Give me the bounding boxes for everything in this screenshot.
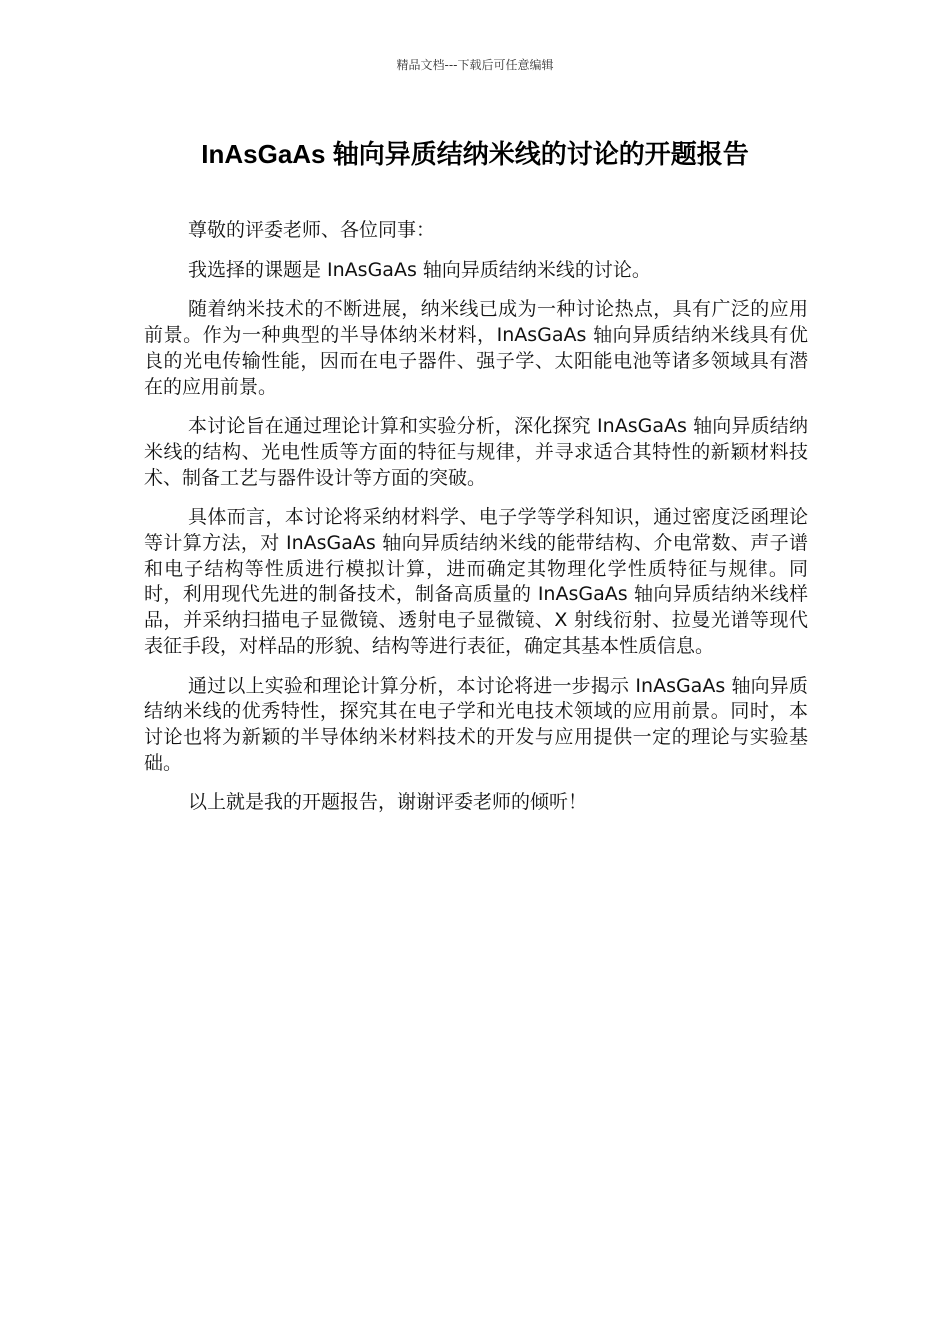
paragraph-background: 随着纳米技术的不断进展，纳米线已成为一种讨论热点，具有广泛的应用前景。作为一种典型的半导体纳米材料，InAsGaAs 轴向异质结纳米线具有优良的光电传输性能，因而在电子器件、强子学、太阳能电池等诸多领域具有潜在的应用前景。 xyxy=(144,298,808,398)
page-header: 精品文档---下载后可任意编辑 xyxy=(396,58,554,72)
document-body xyxy=(144,218,808,830)
paragraph-objective: 本讨论旨在通过理论计算和实验分析，深化探究 InAsGaAs 轴向异质结纳米线的结构、光电性质等方面的特征与规律，并寻求适合其特性的新颖材料技术、制备工艺与器件设计等方面的突破。 xyxy=(144,415,808,489)
paragraph-topic: 我选择的课题是 InAsGaAs 轴向异质结纳米线的讨论。 xyxy=(188,258,651,281)
paragraph-closing: 以上就是我的开题报告，谢谢评委老师的倾听！ xyxy=(188,791,588,814)
document-title: InAsGaAs 轴向异质结纳米线的讨论的开题报告 xyxy=(201,139,749,169)
paragraph-methods: 具体而言，本讨论将采纳材料学、电子学等学科知识，通过密度泛函理论等计算方法，对 InAsGaAs 轴向异质结纳米线的能带结构、介电常数、声子谱和电子结构等性质进行模拟计算，进而确定其物理化学性质特征与规律。同时，利用现代先进的制备技术，制备高质量的 InAsGaAs 轴向异质结纳米线样品，并采纳扫描电子显微镜、透射电子显微镜、X 射线衍射、拉曼光谱等现代表征手段，对样品的形貌、结构等进行表征，确定其基本性质信息。 xyxy=(144,506,808,657)
paragraph-conclusion: 通过以上实验和理论计算分析，本讨论将进一步揭示 InAsGaAs 轴向异质结纳米线的优秀特性，探究其在电子学和光电技术领域的应用前景。同时，本讨论也将为新颖的半导体纳米材料技术的开发与应用提供一定的理论与实验基础。 xyxy=(144,674,808,774)
paragraph-salutation: 尊敬的评委老师、各位同事： xyxy=(188,219,436,241)
